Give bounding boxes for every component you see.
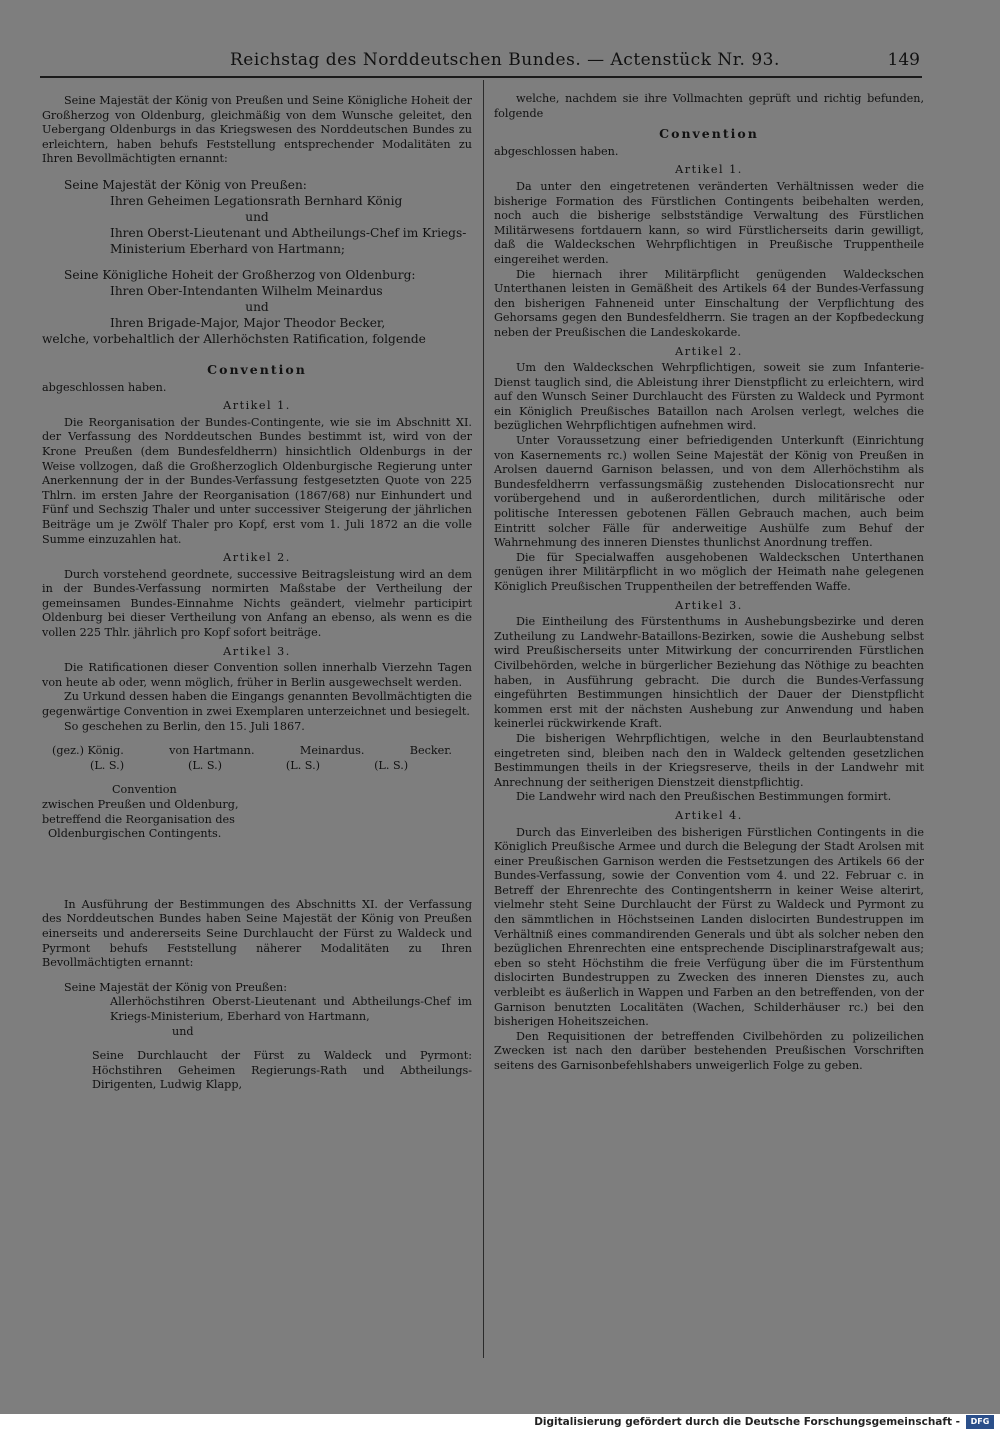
paragraph: Durch das Einverleiben des bisherigen Fürstlichen Contingents in die Königlich Preußische Armee und durch die Belegung der Stadt Arolsen mit einer Preußischen Garnison werden die Festsetzungen des Artikels 66 der Bundes-Verfassung, sowie der Convention vom 4. und 22. Februar c. in Betreff der Ehrenrechte des Contingentsherrn in keiner Weise alterirt, vielmehr steht Seine Durchlaucht der Fürst zu Waldeck und Pyrmont zu den sämmtlichen in Höchstseinen Landen dislocirten Bundestruppen im Verhältniß eines commandirenden Generals und übt als solcher neben den bezüglichen Ehrenrechten eine entsprechende Disciplinarstrafgewalt aus; eben so steht Höchstihm die freie Verfügung über die im Fürstenthum dislocirten Bundestruppen zu Zwecken des inneren Dienstes zu, auch verbleibt es äußerlich in Wappen und Farben an den betreffenden, von der Garnison benutzten Localitäten (Wachen, Schilderhäuser rc.) bei den bisherigen Hoheitszeichen. [494, 825, 924, 1029]
paragraph: In Ausführung der Bestimmungen des Abschnitts XI. der Verfassung des Norddeutschen Bundes haben Seine Majestät der König von Preußen einerseits und andererseits Seine Durchlaucht der Fürst zu Waldeck und Pyrmont behufs Feststellung näherer Modalitäten zu Ihren Bevollmächtigten ernannt: [42, 897, 472, 970]
article-heading: Artikel 3. [675, 598, 743, 612]
left-column [42, 94, 472, 1093]
representative-name: Seine Durchlaucht der Fürst zu Waldeck und Pyrmont: Höchstihren Geheimen Regierungs-Rath und Abtheilungs-Dirigenten, Ludwig Klapp, [92, 1049, 472, 1092]
caption-line: betreffend die Reorganisation des [42, 812, 235, 826]
caption-line: Convention [112, 783, 177, 797]
paragraph: Durch vorstehend geordnete, successive Beitragsleistung wird an dem in der Bundes-Verfassung normirten Maßstabe der Vertheilung der gemeinsamen Bundes-Einnahme Nichts geändert, vielmehr participirt Oldenburg bei dieser Vertheilung von Anfang an ebenso, als wenn es die vollen 225 Thlr. jährlich pro Kopf sofort beiträge. [42, 567, 472, 640]
representative-name: Ihren Ober-Intendanten Wilhelm Meinardus [110, 283, 383, 298]
article-heading: Artikel 2. [223, 551, 291, 565]
column-divider [483, 80, 484, 1358]
paragraph: Die Landwehr wird nach den Preußischen Bestimmungen formirt. [516, 790, 892, 804]
header-title: Reichstag des Norddeutschen Bundes. — Actenstück Nr. 93. [230, 50, 780, 70]
article-heading: Artikel 4. [675, 808, 743, 822]
connector: und [172, 1024, 194, 1038]
dfg-logo: DFG [966, 1415, 994, 1429]
paragraph: Unter Voraussetzung einer befriedigenden Unterkunft (Einrichtung von Kasernements rc.) wollen Seine Majestät der König von Preußen in Arolsen dauernd Garnison belassen, und von dem Allerhöchstihm als Bundesfeldherrn verfassungsmäßig zustehenden Dislocationsrecht nur vorübergehend und in außerordentlichen, durch militärische oder politische Interessen gebotenen Fällen Gebrauch machen, auch beim Eintritt solcher Fälle für anderweitige Aushülfe zum Behuf der Wahrnehmung des inneren Dienstes thunlichst Anordnung treffen. [494, 434, 924, 550]
paragraph: Den Requisitionen der betreffenden Civilbehörden zu polizeilichen Zwecken ist nach den darüber bestehenden Preußischen Vorschriften seitens des Garnisonbefehlshabers unweigerlich Folge zu geben. [494, 1029, 924, 1072]
paragraph: welche, vorbehaltlich der Allerhöchsten Ratification, folgende [42, 331, 426, 346]
paragraph: Die bisherigen Wehrpflichtigen, welche in den Beurlaubtenstand eingetreten sind, bleiben nach den in Waldeck geltenden gesetzlichen Bestimmungen theils in der Kriegsreserve, theils in der Landwehr mit Anrechnung der seitherigen Dienstzeit dienstpflichtig. [494, 731, 924, 789]
section-heading: Convention [659, 126, 759, 142]
signature: Meinardus. [299, 744, 365, 758]
right-column [494, 92, 924, 1074]
seals [42, 759, 472, 774]
caption-line: zwischen Preußen und Oldenburg, [42, 798, 239, 811]
representative-name: Ihren Oberst-Lieutenant und Abtheilungs-Chef im Kriegs-Ministerium Eberhard von Hartmann; [110, 225, 467, 256]
paragraph: Seine Majestät der König von Preußen und Seine Königliche Hoheit der Großherzog von Oldenburg, gleichmäßig von dem Wunsche geleitet, den Uebergang Oldenburgs in das Kriegswesen des Norddeutschen Bundes zu erleichtern, haben behufs Feststellung entsprechender Modalitäten zu Ihren Bevollmächtigten ernannt: [42, 94, 472, 166]
header-rule [40, 76, 922, 78]
signatures [42, 744, 472, 759]
connector: und [245, 299, 269, 314]
section-heading: Convention [207, 361, 307, 377]
paragraph: Die Reorganisation der Bundes-Contingente, wie sie im Abschnitt XI. der Verfassung des Norddeutschen Bundes bestimmt ist, wird von der Krone Preußen (dem Bundesfeldherrn) hinsichtlich Oldenburgs in der Weise vollzogen, daß die Großherzoglich Oldenburgische Regierung unter Anerkennung der in der Bundes-Verfassung festgesetzten Quote von 225 Thlrn. im ersten Jahre der Reorganisation (1867/68) nur Einhundert und Fünf und Sechszig Thaler und unter successiver Steigerung der jährlichen Beiträge um je Zwölf Thaler pro Kopf, erst vom 1. Juli 1872 an die volle Summe einzuzahlen hat. [42, 415, 472, 546]
article-heading: Artikel 3. [223, 644, 291, 658]
caption-line: Oldenburgischen Contingents. [48, 827, 222, 841]
paragraph: abgeschlossen haben. [494, 144, 619, 158]
seal: (L. S.) [187, 758, 223, 772]
paragraph: Zu Urkund dessen haben die Eingangs genannten Bevollmächtigten die gegenwärtige Convention in zwei Exemplaren unterzeichnet und besiegelt. [42, 690, 472, 719]
date-line: So geschehen zu Berlin, den 15. Juli 1867. [64, 719, 305, 733]
representative: Seine Majestät der König von Preußen: [64, 177, 307, 192]
article-heading: Artikel 1. [223, 399, 291, 413]
seal: (L. S.) [285, 758, 320, 772]
connector: und [245, 209, 269, 224]
representative-name: Ihren Geheimen Legationsrath Bernhard König [110, 193, 403, 208]
representative-name: Allerhöchstihren Oberst-Lieutenant und Abtheilungs-Chef im Kriegs-Ministerium, Eberhard von Hartmann, [110, 995, 472, 1023]
paragraph: Die für Specialwaffen ausgehobenen Waldeckschen Unterthanen genügen ihrer Militärpflicht in wo möglich der Heimath nahe gelegenen Königlich Preußischen Truppentheilen der betreffenden Waffe. [494, 550, 924, 593]
article-heading: Artikel 2. [675, 344, 743, 358]
representative: Seine Majestät der König von Preußen: [64, 980, 287, 994]
representative-name: Ihren Brigade-Major, Major Theodor Becker, [110, 315, 386, 330]
digitization-footer [0, 1414, 1000, 1432]
seal: (L. S.) [374, 758, 409, 772]
signature: (gez.) König. [52, 744, 124, 758]
paragraph: welche, nachdem sie ihre Vollmachten geprüft und richtig befunden, folgende [494, 92, 924, 120]
signature: Becker. [409, 744, 452, 758]
paragraph: Die Ratificationen dieser Convention sollen innerhalb Vierzehn Tagen von heute ab oder, wenn möglich, früher in Berlin ausgewechselt werden. [42, 661, 472, 689]
footer-text: Digitalisierung gefördert durch die Deutsche Forschungsgemeinschaft - [534, 1416, 960, 1428]
document-caption [42, 783, 472, 841]
running-header [40, 50, 920, 74]
paragraph: Die hiernach ihrer Militärpflicht genügenden Waldeckschen Unterthanen leisten in Gemäßheit des Artikels 64 der Bundes-Verfassung den bisherigen Fahneneid unter Einschaltung der Verpflichtung des Gehorsams gegen den Bundesfeldherrn. Sie tragen an der Kopfbedeckung neben der Preußischen die Landeskokarde. [494, 267, 924, 339]
seal: (L. S.) [90, 758, 125, 772]
page-number: 149 [887, 50, 920, 70]
paragraph: Die Eintheilung des Fürstenthums in Aushebungsbezirke und deren Zutheilung zu Landwehr-Bataillons-Bezirken, sowie die Aushebung selbst wird Preußischerseits unter Mitwirkung der concurrirenden Fürstlichen Civilbehörden, welche in bürgerlicher Beziehung das Nöthige zu beachten haben, in Ausführung gebracht. Die durch die Bundes-Verfassung eingeführten Bestimmungen hinsichtlich der Dauer der Dienstpflicht kommen erst mit der nächsten Aushebung zur Anwendung und haben keinerlei rückwirkende Kraft. [494, 615, 924, 731]
paragraph: Da unter den eingetretenen veränderten Verhältnissen weder die bisherige Formation des Fürstlichen Contingents beibehalten werden, noch auch die bisherige selbstständige Verwaltung des Fürstlichen Militärwesens fortdauern kann, so wird Fürstlicherseits darin gewilligt, daß die Waldeckschen Wehrpflichtigen in Preußische Truppentheile eingereihet werden. [494, 179, 924, 266]
representative: Seine Königliche Hoheit der Großherzog von Oldenburg: [64, 267, 416, 282]
paragraph: abgeschlossen haben. [42, 380, 167, 394]
paragraph: Um den Waldeckschen Wehrpflichtigen, soweit sie zum Infanterie-Dienst tauglich sind, die Ableistung ihrer Dienstpflicht zu erleichtern, wird auf den Wunsch Seiner Durchlaucht des Fürsten zu Waldeck und Pyrmont ein Königlich Preußisches Bataillon nach Arolsen verlegt, welches die bezüglichen Wehrpflichtigen aufnehmen wird. [494, 361, 924, 433]
signature: von Hartmann. [169, 744, 255, 758]
article-heading: Artikel 1. [675, 163, 743, 177]
